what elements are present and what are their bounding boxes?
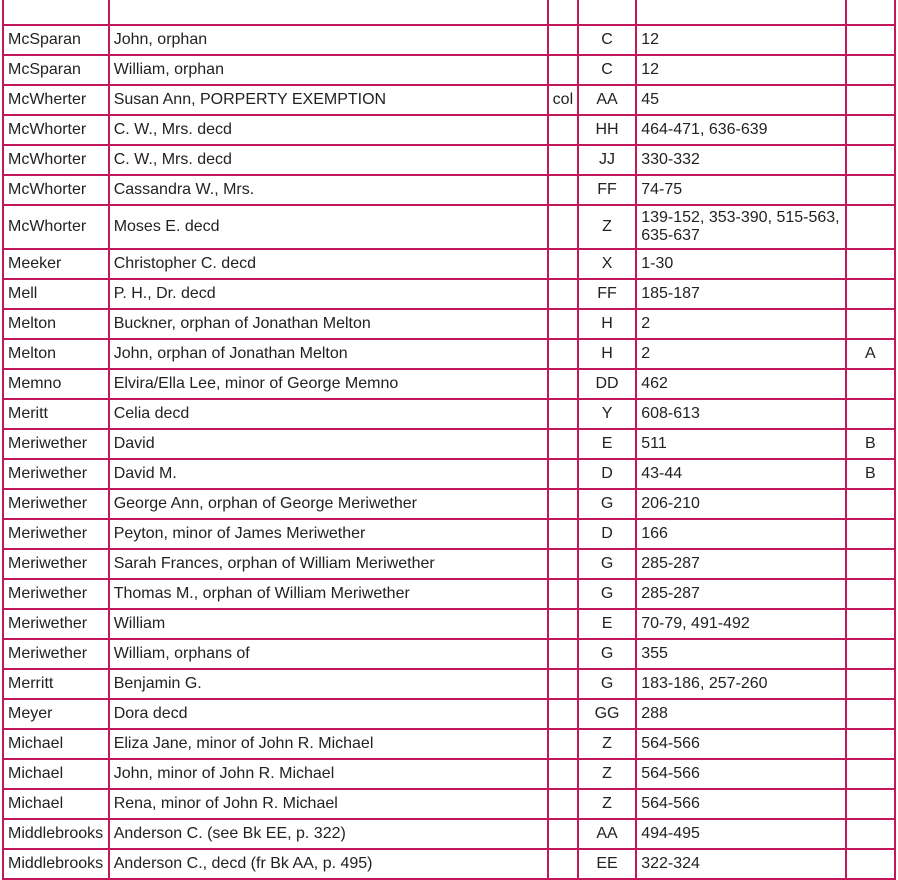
table-row xyxy=(4,56,894,84)
cell-given: John, orphan of Jonathan Melton xyxy=(110,340,547,368)
table-row xyxy=(4,26,894,54)
cell-surname: Meriwether xyxy=(4,640,108,668)
table-row xyxy=(4,250,894,278)
cell-surname: Michael xyxy=(4,760,108,788)
cell-surname: Middlebrooks xyxy=(4,850,108,878)
cell-note xyxy=(549,370,577,398)
table-row xyxy=(4,340,894,368)
cell-extra xyxy=(847,550,894,578)
cell-given: P. H., Dr. decd xyxy=(110,280,547,308)
cell-given: David M. xyxy=(110,460,547,488)
cell-given: Celia decd xyxy=(110,400,547,428)
cell-extra xyxy=(847,610,894,638)
cell-surname: Middlebrooks xyxy=(4,820,108,848)
cell-surname: Merritt xyxy=(4,670,108,698)
table-row xyxy=(4,790,894,818)
cell-given: Anderson C. (see Bk EE, p. 322) xyxy=(110,820,547,848)
cell-book: D xyxy=(579,520,635,548)
table-row xyxy=(4,640,894,668)
records-table-body xyxy=(4,0,894,878)
cell-note xyxy=(549,520,577,548)
table-row xyxy=(4,370,894,398)
cell-pages: 322-324 xyxy=(637,850,844,878)
cell-given: Benjamin G. xyxy=(110,670,547,698)
cell-pages: 12 xyxy=(637,26,844,54)
cell-note xyxy=(549,280,577,308)
cell-note xyxy=(549,250,577,278)
cell-given: Moses E. decd xyxy=(110,206,547,248)
cell-surname: Meyer xyxy=(4,700,108,728)
cell-extra xyxy=(847,790,894,818)
cell-note xyxy=(549,580,577,608)
cell-surname: Meeker xyxy=(4,250,108,278)
table-row xyxy=(4,176,894,204)
cell-note xyxy=(549,790,577,818)
cell-note xyxy=(549,400,577,428)
cell-book: H xyxy=(579,310,635,338)
table-row-partial xyxy=(4,0,894,24)
cell-pages: 183-186, 257-260 xyxy=(637,670,844,698)
table-row xyxy=(4,146,894,174)
cell-book: G xyxy=(579,580,635,608)
cell-given: Buckner, orphan of Jonathan Melton xyxy=(110,310,547,338)
cell-extra xyxy=(847,820,894,848)
cell-pages: 12 xyxy=(637,56,844,84)
cell-book: EE xyxy=(579,850,635,878)
cell-book: E xyxy=(579,430,635,458)
cell-book: H xyxy=(579,340,635,368)
cell-book: Z xyxy=(579,206,635,248)
cell-given: William, orphans of xyxy=(110,640,547,668)
cell-extra xyxy=(847,850,894,878)
cell-note xyxy=(549,206,577,248)
cell-pages: 45 xyxy=(637,86,844,114)
cell-note xyxy=(549,340,577,368)
cell-note xyxy=(549,310,577,338)
cell-note: col xyxy=(549,86,577,114)
cell-book: AA xyxy=(579,820,635,848)
cell-extra xyxy=(847,760,894,788)
cell-note xyxy=(549,0,577,24)
cell-pages: 564-566 xyxy=(637,730,844,758)
cell-pages: 43-44 xyxy=(637,460,844,488)
table-row xyxy=(4,280,894,308)
cell-given: C. W., Mrs. decd xyxy=(110,116,547,144)
cell-extra xyxy=(847,700,894,728)
cell-given xyxy=(110,0,547,24)
cell-note xyxy=(549,146,577,174)
cell-extra xyxy=(847,116,894,144)
cell-note xyxy=(549,730,577,758)
cell-pages: 2 xyxy=(637,310,844,338)
cell-surname: McWhorter xyxy=(4,116,108,144)
cell-given: C. W., Mrs. decd xyxy=(110,146,547,174)
cell-note xyxy=(549,116,577,144)
table-row xyxy=(4,700,894,728)
cell-note xyxy=(549,490,577,518)
cell-pages: 608-613 xyxy=(637,400,844,428)
cell-given: Elvira/Ella Lee, minor of George Memno xyxy=(110,370,547,398)
cell-note xyxy=(549,430,577,458)
table-row xyxy=(4,580,894,608)
cell-pages: 330-332 xyxy=(637,146,844,174)
cell-note xyxy=(549,550,577,578)
cell-note xyxy=(549,610,577,638)
cell-pages: 285-287 xyxy=(637,580,844,608)
cell-pages: 1-30 xyxy=(637,250,844,278)
cell-extra xyxy=(847,310,894,338)
cell-surname: McWhorter xyxy=(4,146,108,174)
cell-extra xyxy=(847,370,894,398)
cell-extra xyxy=(847,490,894,518)
table-row xyxy=(4,460,894,488)
cell-book: Y xyxy=(579,400,635,428)
cell-note xyxy=(549,700,577,728)
cell-given: Dora decd xyxy=(110,700,547,728)
table-row xyxy=(4,730,894,758)
cell-pages xyxy=(637,0,844,24)
table-row xyxy=(4,520,894,548)
cell-surname: Meriwether xyxy=(4,460,108,488)
cell-note xyxy=(549,26,577,54)
cell-given: Christopher C. decd xyxy=(110,250,547,278)
cell-pages: 564-566 xyxy=(637,790,844,818)
cell-pages: 511 xyxy=(637,430,844,458)
cell-surname: McSparan xyxy=(4,26,108,54)
cell-surname: Meriwether xyxy=(4,550,108,578)
cell-book: G xyxy=(579,640,635,668)
cell-note xyxy=(549,820,577,848)
cell-book: HH xyxy=(579,116,635,144)
cell-extra xyxy=(847,250,894,278)
cell-surname: McWhorter xyxy=(4,176,108,204)
cell-extra: B xyxy=(847,460,894,488)
cell-book: JJ xyxy=(579,146,635,174)
cell-pages: 166 xyxy=(637,520,844,548)
table-row xyxy=(4,610,894,638)
cell-pages: 185-187 xyxy=(637,280,844,308)
cell-book: C xyxy=(579,26,635,54)
cell-book: C xyxy=(579,56,635,84)
table-row xyxy=(4,820,894,848)
table-row xyxy=(4,490,894,518)
cell-book: DD xyxy=(579,370,635,398)
table-row xyxy=(4,670,894,698)
cell-surname: McWhorter xyxy=(4,206,108,248)
cell-book: AA xyxy=(579,86,635,114)
cell-book: D xyxy=(579,460,635,488)
cell-given: Susan Ann, PORPERTY EXEMPTION xyxy=(110,86,547,114)
cell-surname: Michael xyxy=(4,790,108,818)
cell-extra xyxy=(847,670,894,698)
cell-given: John, orphan xyxy=(110,26,547,54)
cell-pages: 70-79, 491-492 xyxy=(637,610,844,638)
table-row xyxy=(4,430,894,458)
cell-note xyxy=(549,460,577,488)
cell-note xyxy=(549,760,577,788)
cell-pages: 74-75 xyxy=(637,176,844,204)
cell-book: Z xyxy=(579,760,635,788)
cell-given: John, minor of John R. Michael xyxy=(110,760,547,788)
cell-pages: 464-471, 636-639 xyxy=(637,116,844,144)
cell-pages: 139-152, 353-390, 515-563, 635-637 xyxy=(637,206,844,248)
cell-extra xyxy=(847,520,894,548)
cell-extra xyxy=(847,280,894,308)
cell-extra xyxy=(847,400,894,428)
cell-extra: B xyxy=(847,430,894,458)
cell-surname xyxy=(4,0,108,24)
cell-extra xyxy=(847,0,894,24)
cell-extra xyxy=(847,640,894,668)
cell-pages: 288 xyxy=(637,700,844,728)
cell-pages: 494-495 xyxy=(637,820,844,848)
cell-surname: Melton xyxy=(4,340,108,368)
table-row xyxy=(4,116,894,144)
cell-extra xyxy=(847,26,894,54)
cell-note xyxy=(549,850,577,878)
cell-surname: Michael xyxy=(4,730,108,758)
cell-book: GG xyxy=(579,700,635,728)
cell-surname: Meriwether xyxy=(4,580,108,608)
cell-surname: Mell xyxy=(4,280,108,308)
cell-surname: Melton xyxy=(4,310,108,338)
cell-book: G xyxy=(579,490,635,518)
cell-note xyxy=(549,176,577,204)
cell-pages: 462 xyxy=(637,370,844,398)
cell-surname: Meriwether xyxy=(4,520,108,548)
cell-note xyxy=(549,56,577,84)
cell-surname: Meritt xyxy=(4,400,108,428)
cell-book: Z xyxy=(579,790,635,818)
cell-surname: Meriwether xyxy=(4,610,108,638)
cell-extra xyxy=(847,730,894,758)
cell-surname: McWherter xyxy=(4,86,108,114)
cell-note xyxy=(549,670,577,698)
cell-given: Thomas M., orphan of William Meriwether xyxy=(110,580,547,608)
table-row xyxy=(4,400,894,428)
cell-book: Z xyxy=(579,730,635,758)
cell-book: FF xyxy=(579,176,635,204)
cell-extra xyxy=(847,146,894,174)
cell-note xyxy=(549,640,577,668)
cell-surname: Meriwether xyxy=(4,490,108,518)
cell-extra: A xyxy=(847,340,894,368)
table-row xyxy=(4,206,894,248)
cell-pages: 206-210 xyxy=(637,490,844,518)
cell-given: David xyxy=(110,430,547,458)
cell-given: Eliza Jane, minor of John R. Michael xyxy=(110,730,547,758)
cell-given: George Ann, orphan of George Meriwether xyxy=(110,490,547,518)
cell-book: X xyxy=(579,250,635,278)
cell-extra xyxy=(847,56,894,84)
cell-surname: Meriwether xyxy=(4,430,108,458)
cell-pages: 285-287 xyxy=(637,550,844,578)
cell-surname: McSparan xyxy=(4,56,108,84)
table-row xyxy=(4,850,894,878)
cell-given: Rena, minor of John R. Michael xyxy=(110,790,547,818)
cell-given: Cassandra W., Mrs. xyxy=(110,176,547,204)
cell-given: Anderson C., decd (fr Bk AA, p. 495) xyxy=(110,850,547,878)
cell-given: Sarah Frances, orphan of William Meriwether xyxy=(110,550,547,578)
table-row xyxy=(4,550,894,578)
cell-book xyxy=(579,0,635,24)
cell-extra xyxy=(847,86,894,114)
cell-given: William, orphan xyxy=(110,56,547,84)
cell-book: E xyxy=(579,610,635,638)
records-table xyxy=(2,0,896,880)
cell-extra xyxy=(847,206,894,248)
cell-book: G xyxy=(579,550,635,578)
cell-book: FF xyxy=(579,280,635,308)
table-row xyxy=(4,310,894,338)
table-row xyxy=(4,86,894,114)
cell-extra xyxy=(847,580,894,608)
cell-extra xyxy=(847,176,894,204)
cell-pages: 2 xyxy=(637,340,844,368)
cell-given: William xyxy=(110,610,547,638)
cell-surname: Memno xyxy=(4,370,108,398)
cell-book: G xyxy=(579,670,635,698)
cell-pages: 355 xyxy=(637,640,844,668)
table-row xyxy=(4,760,894,788)
cell-pages: 564-566 xyxy=(637,760,844,788)
cell-given: Peyton, minor of James Meriwether xyxy=(110,520,547,548)
